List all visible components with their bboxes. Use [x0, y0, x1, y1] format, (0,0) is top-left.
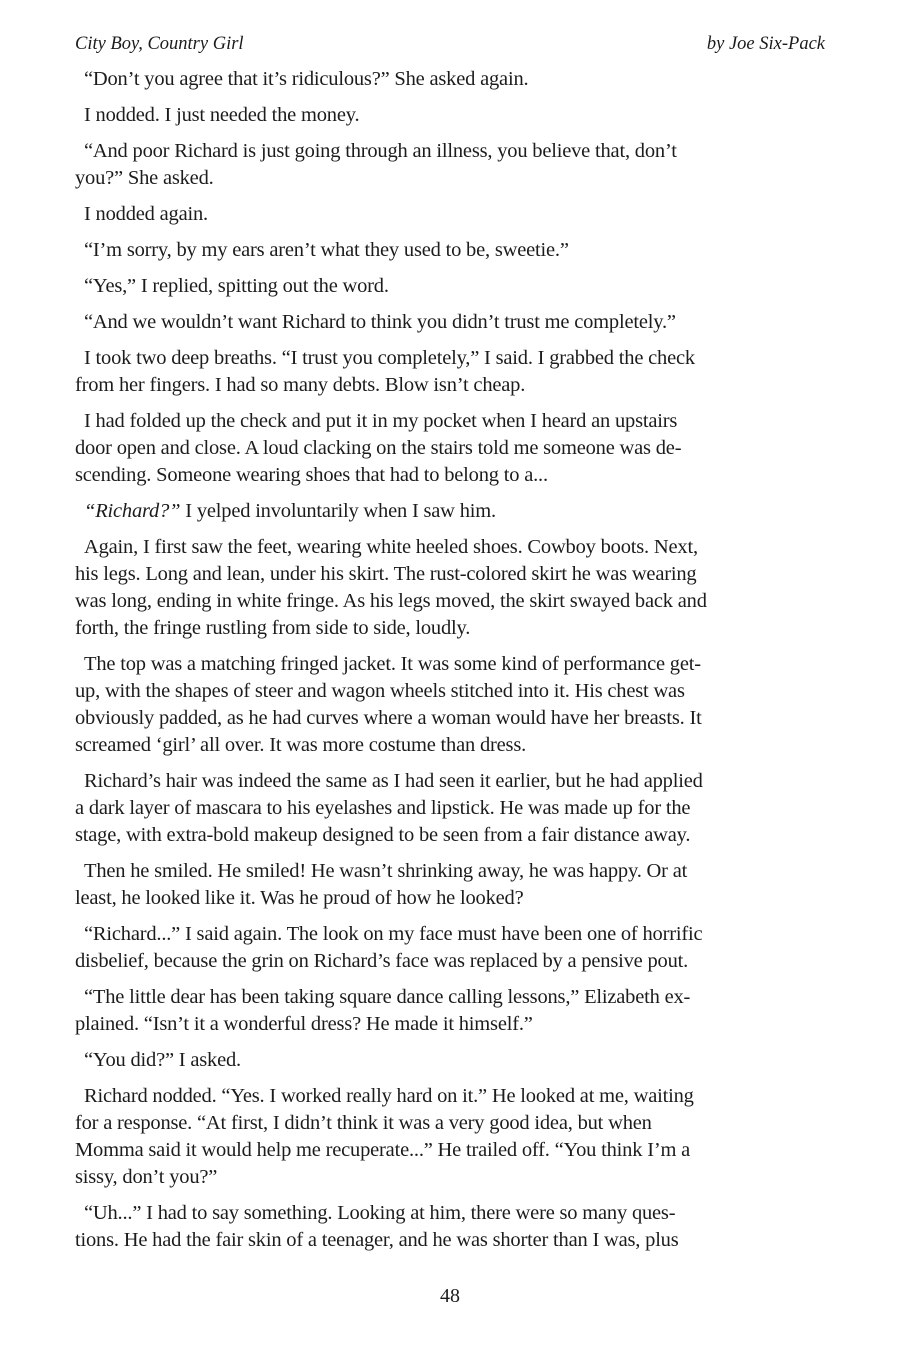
running-header: [75, 33, 825, 55]
text-run: from her fingers. I had so many debts. Blow isn’t cheap.: [75, 374, 526, 396]
page-number: 48: [440, 1285, 460, 1307]
text-run: stage, with extra-bold makeup designed to be seen from a fair distance away.: [75, 824, 691, 846]
paragraph: [75, 201, 825, 228]
text-run: “And we wouldn’t want Richard to think you didn’t trust me completely.”: [84, 311, 676, 333]
text-run: screamed ‘girl’ all over. It was more costume than dress.: [75, 734, 527, 756]
running-header-title: City Boy, Country Girl: [75, 34, 244, 54]
text-run: “Don’t you agree that it’s ridiculous?” She asked again.: [84, 68, 529, 90]
text-run: “The little dear has been taking square dance calling lessons,” Elizabeth ex-: [84, 986, 691, 1008]
paragraph: [75, 309, 825, 336]
text-run: “You did?” I asked.: [84, 1049, 241, 1071]
text-run: forth, the fringe rustling from side to side, loudly.: [75, 617, 471, 639]
text-run: his legs. Long and lean, under his skirt. The rust-colored skirt he was wearing: [75, 563, 697, 585]
paragraph: [75, 498, 825, 525]
paragraph: [75, 1083, 825, 1191]
text-run: you?” She asked.: [75, 167, 214, 189]
text-run: door open and close. A loud clacking on the stairs told me someone was de-: [75, 437, 682, 459]
text-run: Again, I first saw the feet, wearing white heeled shoes. Cowboy boots. Next,: [84, 536, 698, 558]
text-run: “I’m sorry, by my ears aren’t what they used to be, sweetie.”: [84, 239, 569, 261]
paragraph: [75, 768, 825, 849]
paragraph: [75, 921, 825, 975]
text-run: Richard nodded. “Yes. I worked really hard on it.” He looked at me, waiting: [84, 1085, 694, 1107]
paragraph: [75, 237, 825, 264]
text-run: Momma said it would help me recuperate...” He trailed off. “You think I’m a: [75, 1139, 691, 1161]
text-run: sissy, don’t you?”: [75, 1166, 218, 1188]
text-run: The top was a matching fringed jacket. It was some kind of performance get-: [84, 653, 701, 675]
paragraph: [75, 984, 825, 1038]
text-run: Richard’s hair was indeed the same as I had seen it earlier, but he had applied: [84, 770, 703, 792]
text-run: was long, ending in white fringe. As his legs moved, the skirt swayed back and: [75, 590, 707, 612]
paragraph: [75, 66, 825, 93]
text-run: up, with the shapes of steer and wagon wheels stitched into it. His chest was: [75, 680, 685, 702]
text-run: disbelief, because the grin on Richard’s face was replaced by a pensive pout.: [75, 950, 689, 972]
text-run: I nodded. I just needed the money.: [84, 104, 360, 126]
paragraph: [75, 858, 825, 912]
page-body: [75, 66, 825, 1263]
text-run: “Richard...” I said again. The look on my face must have been one of horrific: [84, 923, 703, 945]
italic-text-run: “Richard?”: [84, 500, 181, 522]
paragraph: [75, 534, 825, 642]
text-run: Then he smiled. He smiled! He wasn’t shrinking away, he was happy. Or at: [84, 860, 688, 882]
text-run: I had folded up the check and put it in my pocket when I heard an upstairs: [84, 410, 678, 432]
text-run: I yelped involuntarily when I saw him.: [180, 500, 496, 522]
text-run: obviously padded, as he had curves where a woman would have her breasts. It: [75, 707, 702, 729]
text-run: “Uh...” I had to say something. Looking at him, there were so many ques-: [84, 1202, 676, 1224]
paragraph: [75, 1047, 825, 1074]
paragraph: [75, 651, 825, 759]
text-run: a dark layer of mascara to his eyelashes and lipstick. He was made up for the: [75, 797, 691, 819]
paragraph: [75, 1200, 825, 1254]
text-run: “And poor Richard is just going through an illness, you believe that, don’t: [84, 140, 677, 162]
text-run: least, he looked like it. Was he proud of how he looked?: [75, 887, 524, 909]
paragraph: [75, 408, 825, 489]
paragraph: [75, 138, 825, 192]
text-run: tions. He had the fair skin of a teenager, and he was shorter than I was, plus: [75, 1229, 679, 1251]
text-run: plained. “Isn’t it a wonderful dress? He made it himself.”: [75, 1013, 533, 1035]
text-run: scending. Someone wearing shoes that had to belong to a...: [75, 464, 548, 486]
paragraph: [75, 345, 825, 399]
text-run: “Yes,” I replied, spitting out the word.: [84, 275, 389, 297]
text-run: I took two deep breaths. “I trust you completely,” I said. I grabbed the check: [84, 347, 695, 369]
text-run: for a response. “At first, I didn’t think it was a very good idea, but when: [75, 1112, 652, 1134]
running-header-author: by Joe Six-Pack: [706, 34, 825, 54]
paragraph: [75, 273, 825, 300]
text-run: I nodded again.: [84, 203, 208, 225]
paragraph: [75, 102, 825, 129]
